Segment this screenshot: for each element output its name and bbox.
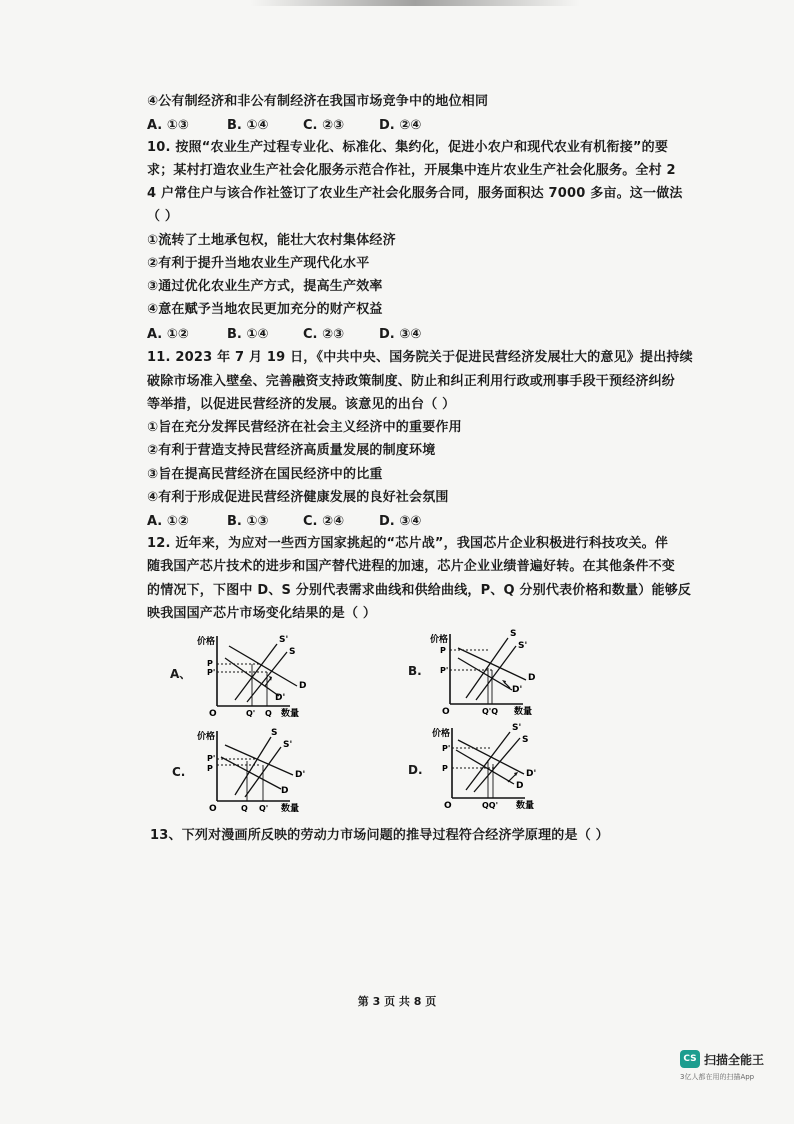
graph-a-price-2: P' [207, 668, 216, 677]
graph-a-qty-2: Q [265, 709, 272, 718]
graph-b-qty-1: Q'Q [482, 707, 499, 716]
graph-a [195, 630, 330, 720]
graph-c-curve-1: S [271, 728, 278, 738]
q11-option-b[interactable]: B. ①③ [227, 514, 269, 529]
camscanner-logo-icon: CS [680, 1050, 700, 1068]
q11-option-a[interactable]: A. ①② [147, 514, 189, 529]
graph-a-price-1: P [207, 659, 213, 668]
scan-edge-mark [250, 0, 580, 6]
q9-option-a[interactable]: A. ①③ [147, 118, 189, 133]
graph-a-label[interactable]: A、 [170, 667, 192, 681]
watermark-tagline: 3亿人都在用的扫描App [680, 1073, 755, 1081]
q10-options [147, 327, 421, 342]
q9-option-c[interactable]: C. ②③ [303, 118, 345, 133]
graph-c-label[interactable]: C. [172, 765, 186, 779]
graph-d-price-1: P' [442, 744, 451, 753]
q9-statement-4: ④公有制经济和非公有制经济在我国市场竞争中的地位相同 [147, 94, 489, 109]
q10-statement-2: ②有利于提升当地农业生产现代化水平 [147, 256, 370, 271]
q12-stem-line-3: 的情况下，下图中 D、S 分别代表需求曲线和供给曲线，P、Q 分别代表价格和数量）能够反 [147, 583, 692, 598]
graph-c-curve-4: D [281, 786, 289, 796]
graph-d-x-axis-label: 数量 [516, 801, 535, 811]
graph-d-qty-1: QQ' [482, 801, 499, 810]
graph-b-curve-4: D' [512, 685, 523, 695]
q11-options [147, 514, 421, 529]
graph-b-curve-2: S' [518, 641, 528, 651]
q10-option-b[interactable]: B. ①④ [227, 327, 269, 342]
q10-statement-3: ③通过优化农业生产方式，提高生产效率 [147, 279, 383, 294]
q10-statement-1: ①流转了土地承包权，能壮大农村集体经济 [147, 233, 396, 248]
graph-d-curve-4: D [516, 781, 524, 791]
graph-b-curve-3: D [528, 673, 536, 683]
graph-c-x-axis-label: 数量 [281, 804, 300, 814]
q11-statement-2: ②有利于营造支持民营经济高质量发展的制度环境 [147, 443, 436, 458]
q9-options [147, 118, 421, 133]
q10-option-a[interactable]: A. ①② [147, 327, 189, 342]
graph-d-curve-3: D' [526, 769, 537, 779]
watermark-app-name: 扫描全能王 [704, 1053, 765, 1067]
q11-stem-line-1: 11. 2023 年 7 月 19 日，《中共中央、国务院关于促进民营经济发展壮大的意见》提出持续 [147, 350, 693, 365]
q11-option-c[interactable]: C. ②④ [303, 514, 345, 529]
graph-d-price-2: P [442, 764, 448, 773]
q10-stem-line-1: 10. 按照“农业生产过程专业化、标准化、集约化，促进小农户和现代农业有机衔接”的要 [147, 140, 669, 155]
graph-a-origin: O [209, 709, 217, 719]
q10-option-d[interactable]: D. ③④ [379, 327, 422, 342]
q10-statement-4: ④意在赋予当地农民更加充分的财产权益 [147, 302, 383, 317]
graph-a-curve-1: S' [279, 635, 289, 645]
graph-c-qty-1: Q [241, 804, 248, 813]
graph-c-y-axis-label: 价格 [197, 732, 216, 742]
graph-a-y-axis-label: 价格 [197, 637, 216, 647]
graph-b-price-2: P' [440, 666, 449, 675]
scanner-watermark [680, 1050, 780, 1086]
q12-stem-line-2: 随我国产芯片技术的进步和国产替代进程的加速，芯片企业业绩普遍好转。在其他条件不变 [147, 559, 676, 574]
graph-c-price-1: P' [207, 754, 216, 763]
q10-stem-line-2: 求；某村打造农业生产社会化服务示范合作社，开展集中连片农业生产社会化服务。全村 2 [147, 163, 676, 178]
q11-statement-1: ①旨在充分发挥民营经济在社会主义经济中的重要作用 [147, 420, 462, 435]
q12-stem-line-1: 12. 近年来，为应对一些西方国家挑起的“芯片战”，我国芯片企业积极进行科技攻关。伴 [147, 536, 669, 551]
q11-stem-line-3: 等举措，以促进民营经济的发展。该意见的出台（ ） [147, 397, 456, 412]
graph-b [428, 628, 563, 718]
graph-d-y-axis-label: 价格 [432, 729, 451, 739]
page-footer: 第 3 页 共 8 页 [357, 995, 437, 1008]
graph-b-label[interactable]: B. [408, 664, 422, 678]
q12-stem-line-4: 映我国国产芯片市场变化结果的是（ ） [147, 606, 377, 621]
q9-option-d[interactable]: D. ②④ [379, 118, 422, 133]
q11-statement-3: ③旨在提高民营经济在国民经济中的比重 [147, 467, 383, 482]
q11-stem-line-2: 破除市场准入壁垒、完善融资支持政策制度、防止和纠正利用行政或刑事手段干预经济纠纷 [147, 374, 676, 389]
graph-c-curve-2: S' [283, 740, 293, 750]
graph-b-origin: O [442, 707, 450, 717]
q10-option-c[interactable]: C. ②③ [303, 327, 345, 342]
graph-d [430, 722, 565, 812]
q10-answer-blank: （ ） [147, 209, 179, 224]
q10-stem-line-3: 4 户常住户与该合作社签订了农业生产社会化服务合同，服务面积达 7000 多亩。这一做法 [147, 186, 683, 201]
graph-d-label[interactable]: D. [408, 763, 423, 777]
graph-b-curve-1: S [510, 629, 517, 639]
q9-option-b[interactable]: B. ①④ [227, 118, 269, 133]
graph-a-curve-4: D' [275, 693, 286, 703]
graph-d-origin: O [444, 801, 452, 811]
graph-a-x-axis-label: 数量 [281, 709, 300, 719]
graph-a-curve-2: S [289, 647, 296, 657]
graph-d-curve-1: S' [512, 723, 522, 733]
graph-c [195, 725, 330, 815]
graph-b-y-axis-label: 价格 [430, 635, 449, 645]
graph-c-origin: O [209, 804, 217, 814]
graph-a-qty-1: Q' [246, 709, 256, 718]
graph-c-qty-2: Q' [259, 804, 269, 813]
graph-a-curve-3: D [299, 681, 307, 691]
graph-b-price-1: P [440, 646, 446, 655]
graph-d-curve-2: S [522, 735, 529, 745]
graph-b-x-axis-label: 数量 [514, 707, 533, 717]
q11-option-d[interactable]: D. ③④ [379, 514, 422, 529]
q11-statement-4: ④有利于形成促进民营经济健康发展的良好社会氛围 [147, 490, 449, 505]
q13-stem: 13、下列对漫画所反映的劳动力市场问题的推导过程符合经济学原理的是（ ） [150, 828, 609, 843]
graph-c-price-2: P [207, 764, 213, 773]
graph-c-curve-3: D' [295, 770, 306, 780]
